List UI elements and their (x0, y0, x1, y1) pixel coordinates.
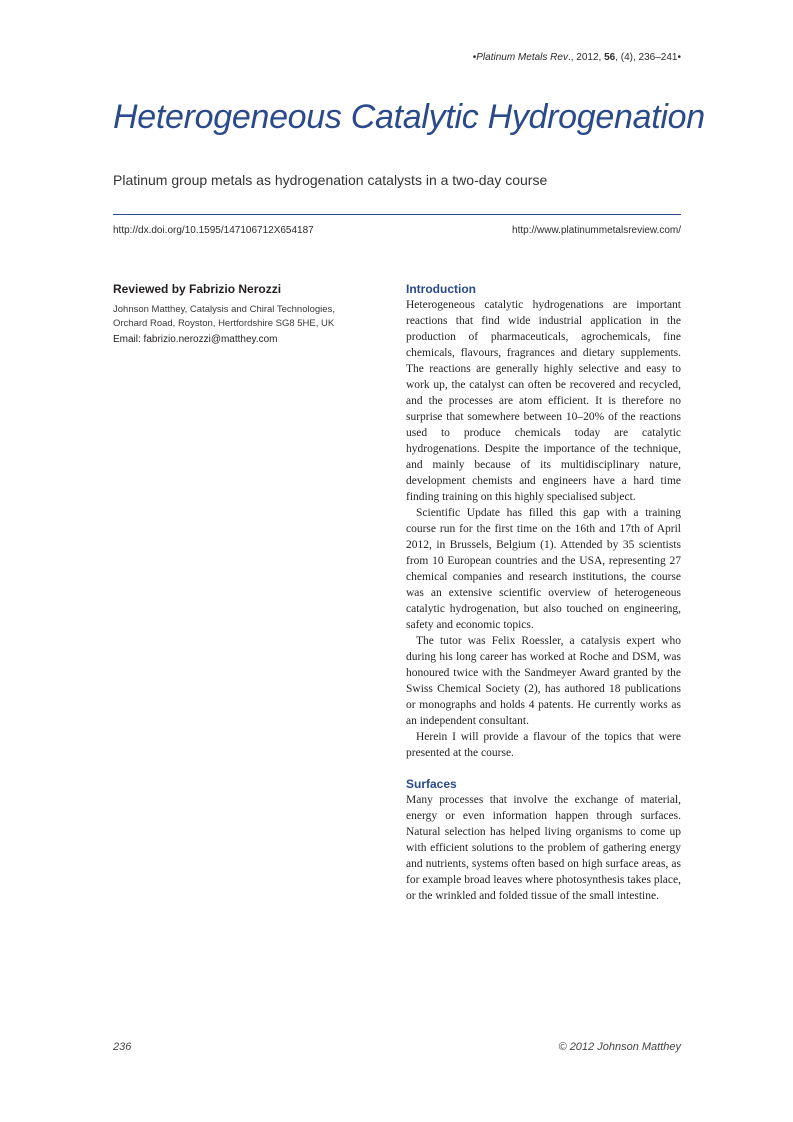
header-divider (113, 214, 681, 215)
website-link[interactable]: http://www.platinummetalsreview.com/ (512, 225, 681, 236)
section-spacer (406, 761, 681, 777)
reviewer-affiliation-line1: Johnson Matthey, Catalysis and Chiral Technologies, (113, 304, 335, 315)
journal-name: Platinum Metals Rev (476, 52, 568, 63)
reviewer-name: Reviewed by Fabrizio Nerozzi (113, 282, 282, 296)
reviewer-affiliation (113, 303, 373, 331)
introduction-paragraph-3: The tutor was Felix Roessler, a catalysis expert who during his long career has worked at Roche and DSM, was honoured twice with the Sandmeyer Award granted by the Swiss Chemical Society (2), has authored 18 publications or monographs and holds 4 patents. He currently works as an independent consultant. (406, 635, 681, 727)
journal-volume: 56 (604, 52, 616, 63)
introduction-paragraph-4: Herein I will provide a flavour of the topics that were presented at the course. (406, 731, 681, 759)
surfaces-paragraph-1: Many processes that involve the exchange of material, energy or even information happen through surfaces. Natural selection has helped living organisms to come up with efficient solutions to the problem of gathering energy and nutrients, systems often based on high surface areas, as for example broad leaves where photosynthesis takes place, or the wrinkled and folded tissue of the small intestine. (406, 794, 681, 902)
article-subtitle: Platinum group metals as hydrogenation catalysts in a two-day course (113, 172, 548, 188)
article-body (406, 282, 681, 904)
surfaces-heading: Surfaces (406, 777, 457, 791)
doi-link[interactable]: http://dx.doi.org/10.1595/147106712X654187 (113, 225, 314, 236)
introduction-paragraph-1: Heterogeneous catalytic hydrogenations are important reactions that find wide industrial application in the production of pharmaceuticals, agrochemicals, fine chemicals, flavours, fragrances and dietary supplements. The reactions are generally highly selective and easy to work up, the catalyst can often be recovered and recycled, and the processes are atom efficient. It is therefore no surprise that somewhere between 10–20% of the reactions used to produce chemicals today are catalytic hydrogenations. Despite the importance of the technique, and mainly because of its multidisciplinary nature, development chemists and engineers have a hard time finding training on this highly specialised subject. (406, 299, 681, 503)
article-title: Heterogeneous Catalytic Hydrogenation (113, 98, 705, 136)
page-number: 236 (113, 1041, 132, 1053)
introduction-paragraph-2: Scientific Update has filled this gap with a training course run for the first time on the 16th and 17th of April 2012, in Brussels, Belgium (1). Attended by 35 scientists from 10 European countries and the USA, representing 27 chemical companies and research institutions, the course was an extensive scientific overview of heterogeneous catalytic hydrogenation, but also touched on engineering, safety and economic topics. (406, 507, 681, 631)
reviewer-email[interactable]: Email: fabrizio.nerozzi@matthey.com (113, 334, 278, 345)
introduction-heading: Introduction (406, 282, 476, 296)
copyright: © 2012 Johnson Matthey (558, 1041, 681, 1053)
journal-pages: , (4), 236–241 (615, 52, 678, 63)
reviewer-block (113, 282, 373, 345)
journal-year: ., 2012, (567, 52, 605, 63)
running-head: •Platinum Metals Rev., 2012, 56, (4), 236–241• (472, 52, 681, 63)
reviewer-affiliation-line2: Orchard Road, Royston, Hertfordshire SG8 5HE, UK (113, 318, 335, 329)
